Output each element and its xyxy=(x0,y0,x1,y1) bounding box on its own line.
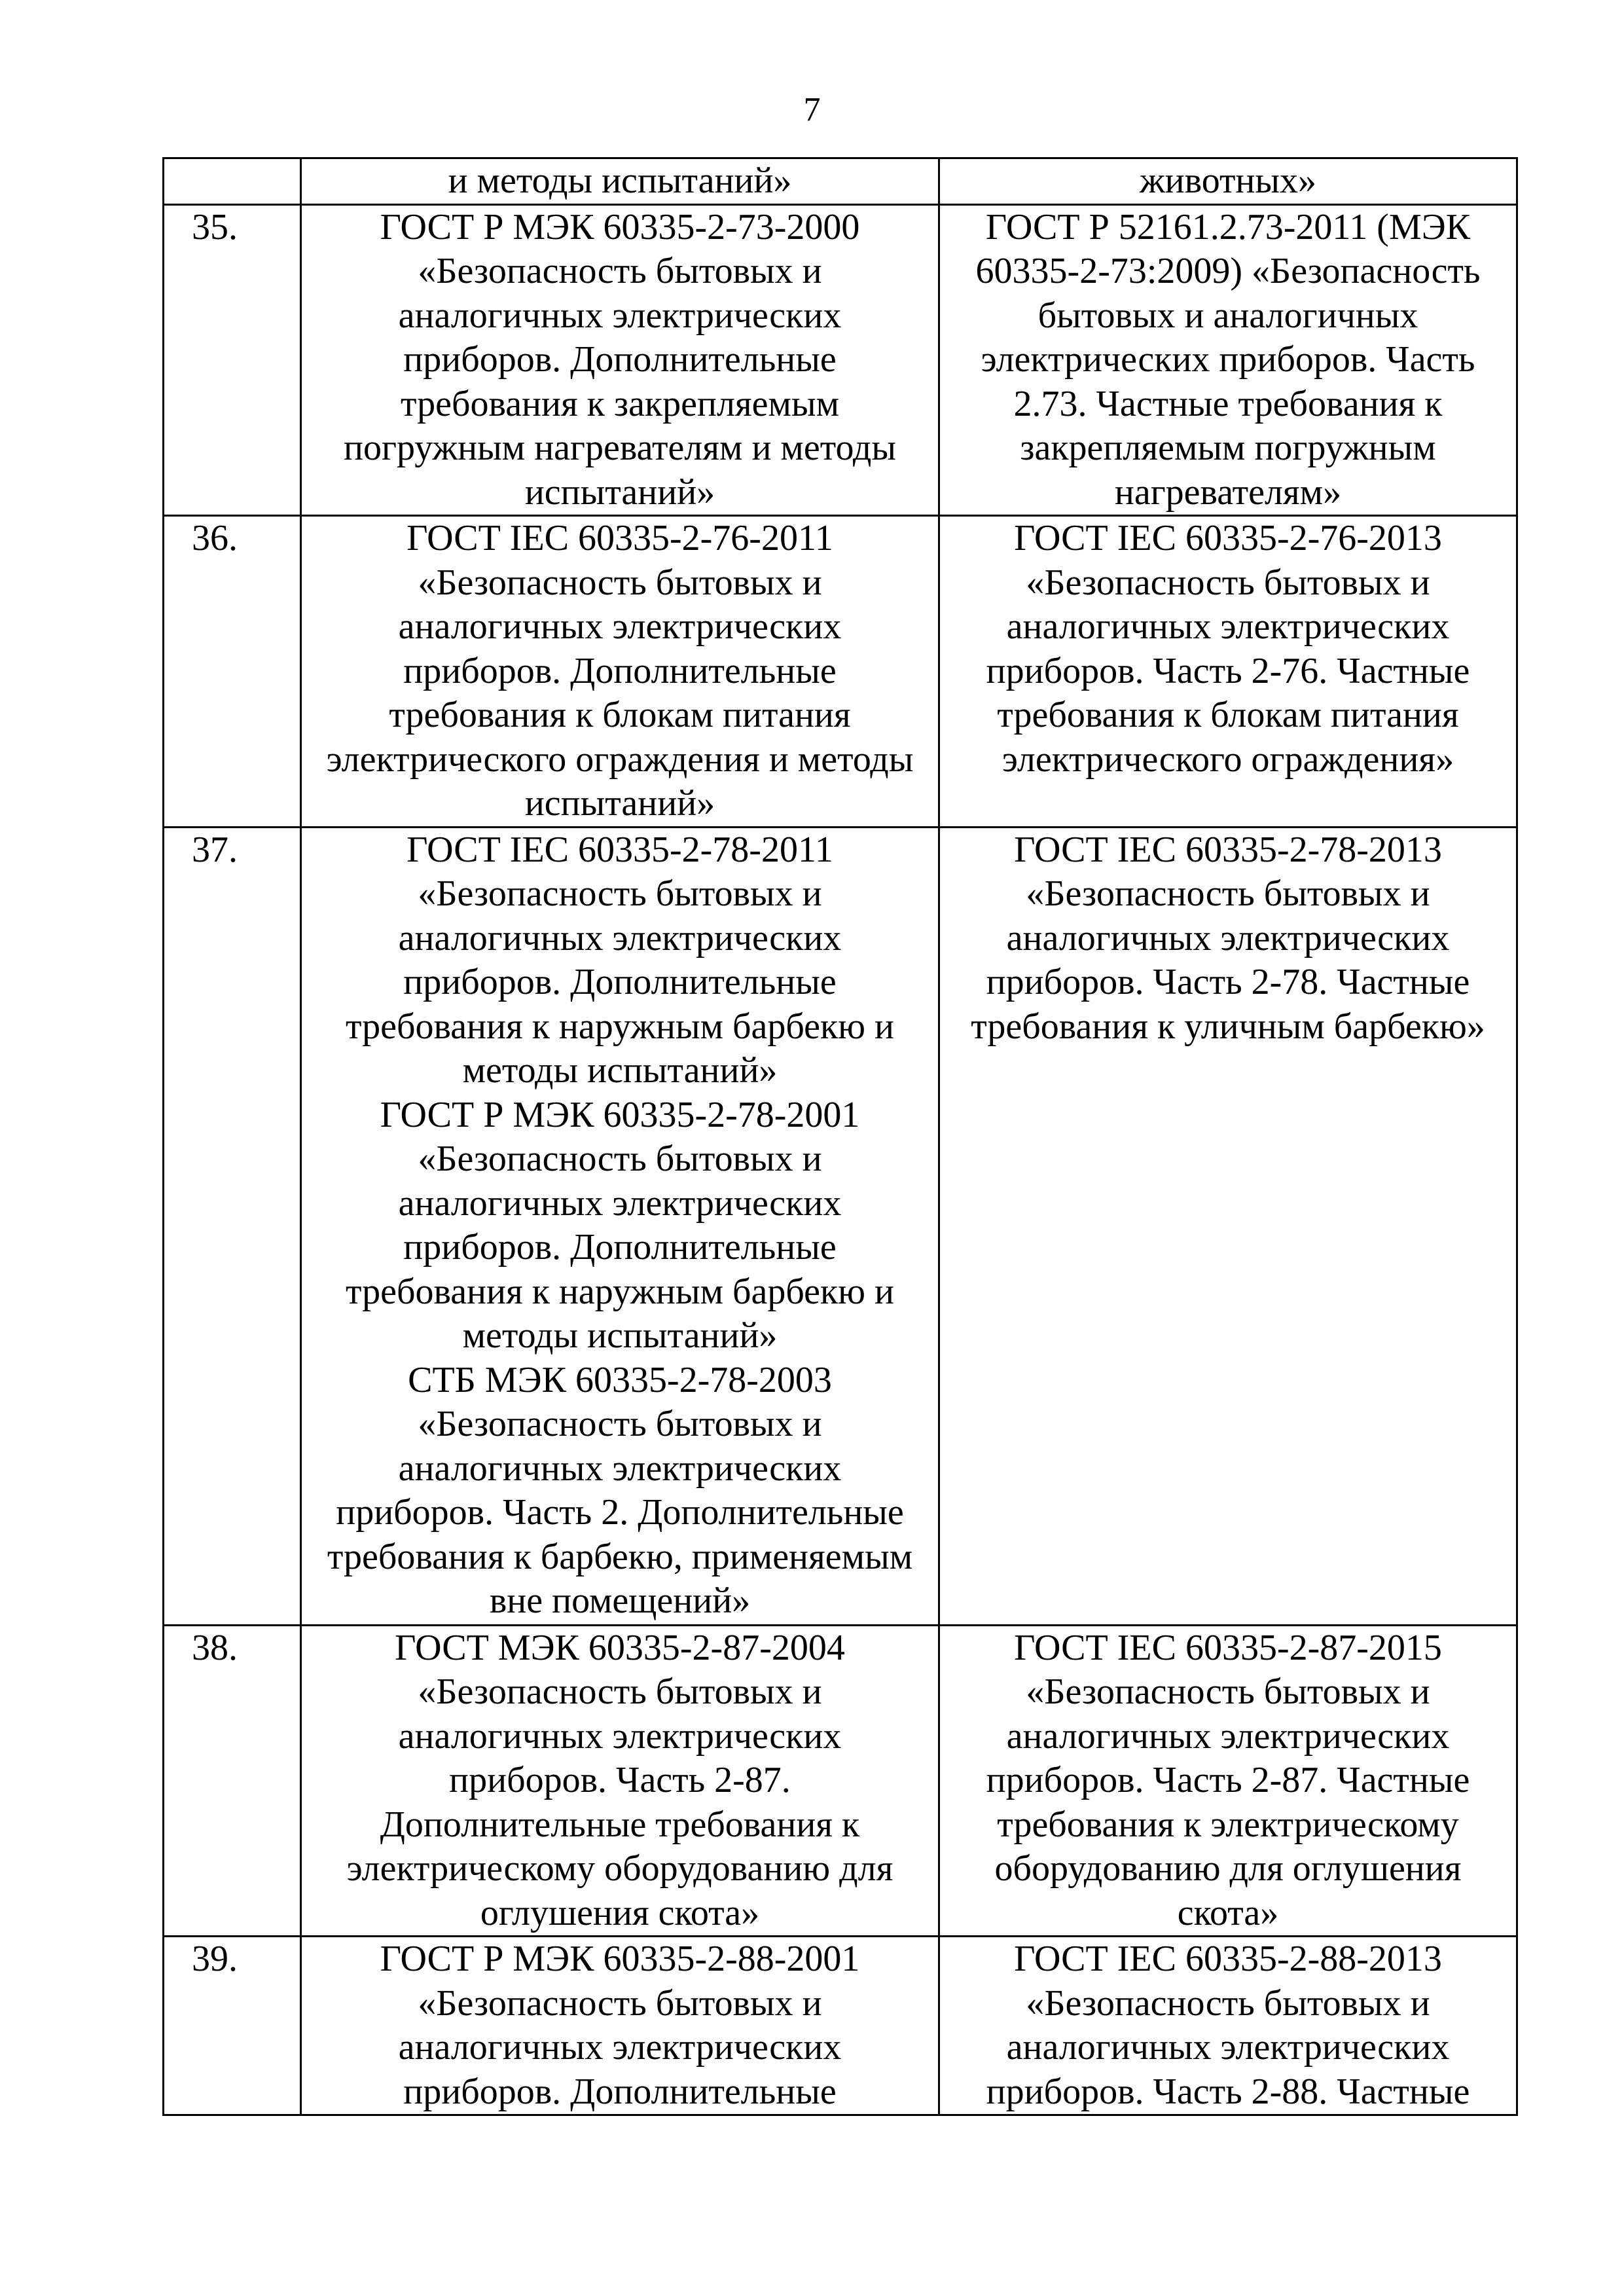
text-line: аналогичных электрических xyxy=(398,917,842,958)
new-standard-cell xyxy=(939,1937,1517,2115)
text-line: требования к наружным барбекю и xyxy=(345,1271,894,1312)
text-line: и методы испытаний» xyxy=(448,160,792,201)
text-line: ГОСТ IEC 60335-2-78-2011 xyxy=(406,829,833,870)
text-line: приборов. Дополнительные xyxy=(403,962,837,1002)
row-number-cell xyxy=(164,158,301,205)
text-line: оборудованию для оглушения xyxy=(994,1848,1462,1889)
text-line: бытовых и аналогичных xyxy=(1038,295,1418,336)
text-line: аналогичных электрических xyxy=(398,1182,842,1224)
text-line: аналогичных электрических xyxy=(398,1715,842,1757)
text-line: ГОСТ Р МЭК 60335-2-88-2001 xyxy=(380,1939,860,1979)
text-line: «Безопасность бытовых и xyxy=(418,1139,822,1179)
text-line: ГОСТ IEC 60335-2-76-2013 xyxy=(1014,518,1442,558)
text-line: 60335-2-73:2009) «Безопасность xyxy=(975,251,1481,291)
table-row xyxy=(164,827,1517,1625)
row-number: 37. xyxy=(164,827,301,1625)
table-row xyxy=(164,1625,1517,1937)
text-line: аналогичных электрических xyxy=(398,1448,842,1489)
text-line: ГОСТ IEC 60335-2-76-2011 xyxy=(406,518,833,558)
page-number: 7 xyxy=(803,91,821,128)
text-line: требования к уличным барбекю» xyxy=(971,1006,1485,1047)
old-standard-cell xyxy=(301,1625,939,1937)
new-standard-cell xyxy=(939,516,1517,828)
text-line: нагревателям» xyxy=(1114,471,1342,513)
text-line: методы испытаний» xyxy=(462,1315,778,1356)
row-number: 36. xyxy=(164,516,301,828)
text-line: «Безопасность бытовых и xyxy=(418,873,822,914)
text-line: электрического ограждения и методы xyxy=(326,738,914,780)
text-line: «Безопасность бытовых и xyxy=(1026,1982,1430,2024)
text-line: ГОСТ Р МЭК 60335-2-78-2001 xyxy=(380,1094,860,1135)
text-line: СТБ МЭК 60335-2-78-2003 xyxy=(408,1359,832,1400)
text-line: испытаний» xyxy=(524,471,715,513)
table-row xyxy=(164,1937,1517,2115)
text-line: аналогичных электрических xyxy=(398,295,842,336)
text-line: ГОСТ Р МЭК 60335-2-73-2000 xyxy=(380,206,860,247)
text-line: приборов. Дополнительные xyxy=(403,1227,837,1267)
text-line: приборов. Часть 2-88. Частные xyxy=(986,2071,1470,2112)
standards-table xyxy=(162,157,1518,2116)
text-line: аналогичных электрических xyxy=(1006,606,1450,647)
row-number: 35. xyxy=(164,204,301,516)
text-line: приборов. Часть 2-78. Частные xyxy=(986,962,1470,1002)
text-line: приборов. Часть 2-87. Частные xyxy=(986,1760,1470,1800)
text-line: животных» xyxy=(1139,160,1317,201)
text-line: ГОСТ Р 52161.2.73-2011 (МЭК xyxy=(985,206,1471,247)
text-line: ГОСТ МЭК 60335-2-87-2004 xyxy=(395,1627,845,1668)
text-line: требования к блокам питания xyxy=(389,695,851,735)
text-line: аналогичных электрических xyxy=(398,606,842,647)
text-line: «Безопасность бытовых и xyxy=(418,1671,822,1712)
old-standard-cell xyxy=(301,827,939,1625)
new-standard-cell xyxy=(939,1625,1517,1937)
text-line: приборов. Часть 2-76. Частные xyxy=(986,650,1470,691)
text-line: ГОСТ IEC 60335-2-78-2013 xyxy=(1014,829,1442,870)
text-line: «Безопасность бытовых и xyxy=(1026,873,1430,914)
text-line: аналогичных электрических xyxy=(1006,1715,1450,1757)
text-line: требования к электрическому xyxy=(997,1804,1459,1845)
text-line: приборов. Дополнительные xyxy=(403,339,837,380)
text-line: испытаний» xyxy=(524,783,715,824)
row-number: 39. xyxy=(164,1937,301,2115)
new-standard-cell xyxy=(939,827,1517,1625)
text-line: приборов. Часть 2. Дополнительные xyxy=(336,1492,904,1533)
table-row-continuation xyxy=(164,158,1517,205)
text-line: Дополнительные требования к xyxy=(380,1804,860,1845)
text-line: «Безопасность бытовых и xyxy=(1026,562,1430,603)
text-line: «Безопасность бытовых и xyxy=(418,562,822,603)
text-line: требования к закрепляемым xyxy=(400,383,840,424)
text-line: «Безопасность бытовых и xyxy=(418,1982,822,2024)
table-row xyxy=(164,204,1517,516)
table-row xyxy=(164,516,1517,828)
old-standard-cell xyxy=(301,158,939,205)
text-line: вне помещений» xyxy=(489,1580,751,1621)
text-line: ГОСТ IEC 60335-2-87-2015 xyxy=(1014,1627,1442,1668)
text-line: электрического ограждения» xyxy=(1001,738,1454,780)
text-line: закрепляемым погружным xyxy=(1020,428,1436,468)
text-line: требования к наружным барбекю и xyxy=(345,1006,894,1047)
new-standard-cell xyxy=(939,204,1517,516)
text-line: требования к блокам питания xyxy=(997,695,1459,735)
text-line: аналогичных электрических xyxy=(1006,917,1450,958)
old-standard-cell xyxy=(301,516,939,828)
text-line: «Безопасность бытовых и xyxy=(418,1404,822,1444)
text-line: 2.73. Частные требования к xyxy=(1013,383,1443,424)
text-line: приборов. Часть 2-87. xyxy=(449,1760,791,1800)
row-number: 38. xyxy=(164,1625,301,1937)
text-line: аналогичных электрических xyxy=(1006,2027,1450,2068)
old-standard-cell xyxy=(301,204,939,516)
text-line: методы испытаний» xyxy=(462,1050,778,1091)
text-line: приборов. Дополнительные xyxy=(403,650,837,691)
old-standard-cell xyxy=(301,1937,939,2115)
text-line: требования к барбекю, применяемым xyxy=(327,1536,913,1577)
text-line: «Безопасность бытовых и xyxy=(1026,1671,1430,1712)
text-line: «Безопасность бытовых и xyxy=(418,251,822,291)
text-line: электрическому оборудованию для xyxy=(346,1848,893,1889)
text-line: ГОСТ IEC 60335-2-88-2013 xyxy=(1014,1939,1442,1979)
text-line: оглушения скота» xyxy=(480,1892,760,1933)
text-line: погружным нагревателям и методы xyxy=(344,428,896,468)
text-line: аналогичных электрических xyxy=(398,2027,842,2068)
text-line: скота» xyxy=(1177,1892,1279,1933)
text-line: электрических приборов. Часть xyxy=(981,339,1475,380)
text-line: приборов. Дополнительные xyxy=(403,2071,837,2112)
new-standard-cell xyxy=(939,158,1517,205)
